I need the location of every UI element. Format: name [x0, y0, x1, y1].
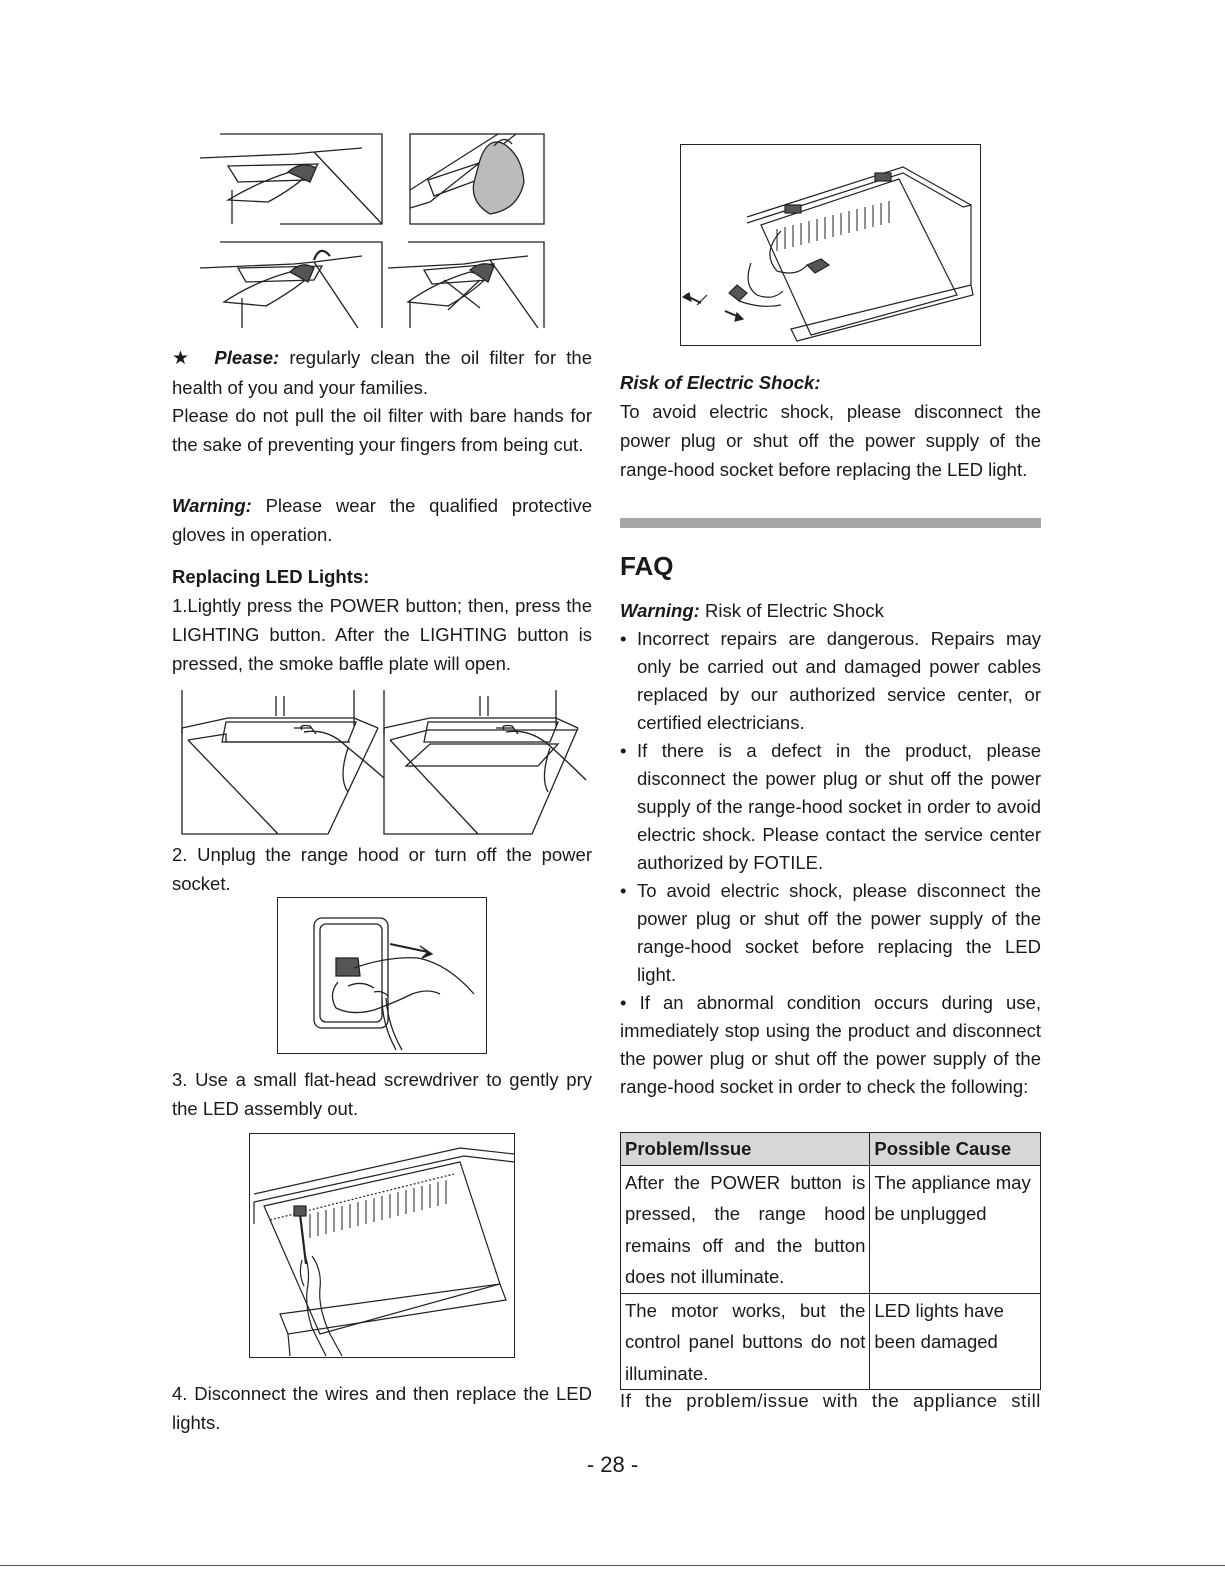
page-bottom-line [0, 1565, 1225, 1566]
warning-label: Warning: [172, 495, 252, 516]
faq-warning-label: Warning: [620, 600, 700, 621]
step-2-text: 2. Unplug the range hood or turn off the power socket. [172, 844, 592, 894]
faq-bullet-2-text: If there is a defect in the product, please disconnect the power plug or shut off the power supply of the range-hood socket in order to avoid electric shock. Please contact the service center authorized by FOTILE. [637, 740, 1041, 873]
table-cell-cause: The appliance may be unplugged [870, 1165, 1041, 1293]
replacing-led-heading: Replacing LED Lights: [172, 566, 370, 587]
pull-filter-paragraph [172, 401, 592, 459]
page-number: - 28 - [586, 1452, 639, 1477]
gloves-warning-paragraph [172, 491, 592, 549]
risk-section [620, 368, 1041, 484]
bullet-dot-icon: • [620, 880, 627, 901]
warning-text: Please wear the qualified protective gloves in operation. [172, 495, 592, 545]
faq-table-wrapper [620, 1132, 1041, 1390]
bullet-dot-icon: • [620, 740, 627, 761]
faq-bullet-1 [620, 625, 1041, 737]
risk-text: To avoid electric shock, please disconnect the power plug or shut off the power supply of the range-hood socket before replacing the LED light. [620, 401, 1041, 480]
continued-paragraph [620, 1386, 1041, 1415]
faq-heading: FAQ [620, 551, 674, 581]
replacing-led-section [172, 562, 592, 678]
unplug-illustration [277, 897, 487, 1054]
table-cell-cause: LED lights have been damaged [870, 1293, 1041, 1390]
oil-filter-removal-illustration [198, 130, 546, 330]
table-header-row [621, 1133, 1041, 1166]
faq-heading-block [620, 551, 1041, 582]
table-cell-problem: After the POWER button is pressed, the range hood remains off and the button does not illuminate. [621, 1165, 870, 1293]
section-divider [620, 518, 1041, 528]
step-4-paragraph [172, 1379, 592, 1437]
step-3-paragraph [172, 1065, 592, 1123]
table-header-problem: Problem/Issue [621, 1133, 870, 1166]
table-cell-problem: The motor works, but the control panel buttons do not illuminate. [621, 1293, 870, 1390]
continued-text: If the problem/issue with the appliance still [620, 1390, 1041, 1411]
please-label: Please: [214, 347, 280, 368]
please-text: regularly clean the oil filter for the health of you and your families. [172, 347, 592, 398]
step-3-text: 3. Use a small flat-head screwdriver to gently pry the LED assembly out. [172, 1069, 592, 1119]
step-4-text: 4. Disconnect the wires and then replace the LED lights. [172, 1383, 592, 1433]
bullet-dot-icon: • [620, 992, 627, 1013]
please-paragraph [172, 343, 592, 402]
table-row [621, 1293, 1041, 1390]
disconnect-wires-illustration [680, 144, 981, 346]
pull-filter-text: Please do not pull the oil filter with bare hands for the sake of preventing your fingers from being cut. [172, 405, 592, 455]
step-2-paragraph [172, 840, 592, 898]
faq-bullet-3 [620, 877, 1041, 989]
bullet-dot-icon: • [620, 628, 627, 649]
faq-warning-text: Risk of Electric Shock [704, 600, 884, 621]
faq-bullet-4 [620, 989, 1041, 1101]
faq-bullet-4-text: If an abnormal condition occurs during use, immediately stop using the product and disconnect the power plug or shut off the power supply of the range-hood socket in order to check the following: [620, 992, 1042, 1097]
risk-heading: Risk of Electric Shock: [620, 372, 821, 393]
screwdriver-illustration [249, 1133, 515, 1358]
step-1-text: 1.Lightly press the POWER button; then, press the LIGHTING button. After the LIGHTING button is pressed, the smoke baffle plate will open. [172, 595, 592, 674]
table-row [621, 1165, 1041, 1293]
star-icon: ★ [172, 348, 195, 369]
faq-bullet-3-text: To avoid electric shock, please disconnect the power plug or shut off the power supply of the range-hood socket before replacing the LED light. [637, 880, 1041, 985]
lighting-button-illustration [178, 688, 590, 844]
faq-body [620, 596, 1041, 1101]
table-header-cause: Possible Cause [870, 1133, 1041, 1166]
faq-bullet-1-text: Incorrect repairs are dangerous. Repairs may only be carried out and damaged power cables replaced by our authorized service center, or certified electricians. [637, 628, 1041, 733]
faq-table [620, 1132, 1041, 1390]
faq-bullet-2 [620, 737, 1041, 877]
